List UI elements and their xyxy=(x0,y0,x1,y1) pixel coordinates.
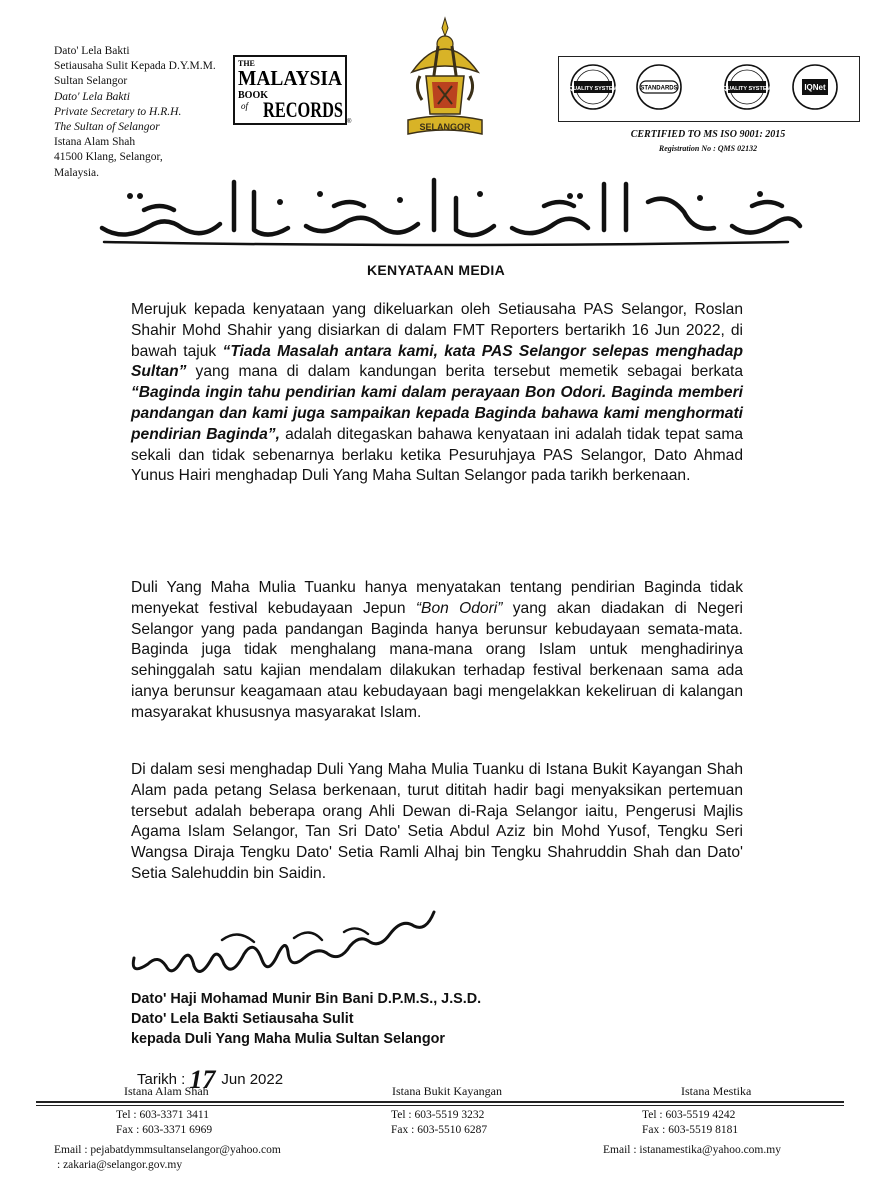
signatory-title: Dato' Lela Bakti Setiausaha Sulit xyxy=(131,1011,354,1027)
date-day-handwritten: 17 xyxy=(189,1065,216,1094)
svg-text:of: of xyxy=(241,101,249,111)
office-fax: Fax : 603-5510 6287 xyxy=(391,1123,488,1136)
malaysia-book-of-records-logo xyxy=(233,55,355,127)
document-title: KENYATAAN MEDIA xyxy=(366,262,506,278)
svg-text:SELANGOR: SELANGOR xyxy=(419,122,471,132)
svg-text:IQNet: IQNet xyxy=(804,83,826,92)
sender-line: 41500 Klang, Selangor, xyxy=(54,151,163,164)
sender-line: The Sultan of Selangor xyxy=(54,121,160,134)
sender-line: Istana Alam Shah xyxy=(54,136,136,149)
paragraph-text: adalah ditegaskan bahawa kenyataan ini adalah tidak tepat sama sekali dan tidak sebenarnya berlaku ketika Pesuruhjaya PAS Selangor, Dato Ahmad Yunus Hairi menghadap Duli Yang Maha Sultan Selangor pada tarikh berkenaan. xyxy=(131,425,744,485)
signatory-title-line-2: kepada Duli Yang Maha Mulia Sultan Selangor xyxy=(131,1031,446,1047)
paragraph-text: yang akan diadakan di Negeri Selangor yang pada pandangan Baginda hanya berunsur kebudayaan semata-mata. Baginda juga tidak menghalang mana-mana orang Islam untuk menghadirinya sehinggalah satu kajian mendalam dilakukan terhadap festival berkenaan sama ada ianya berunsur keagamaan atau kebudayaan bagi mengelakkan kekeliruan di kalangan masyarakat khususnya masyarakat Islam. xyxy=(131,599,743,721)
selangor-crest-emblem xyxy=(398,16,492,156)
svg-text:®: ® xyxy=(347,119,352,125)
svg-text:THE: THE xyxy=(238,59,255,68)
office-contact-alam-shah xyxy=(116,1108,212,1137)
svg-text:QUALITY SYSTEM: QUALITY SYSTEM xyxy=(568,86,618,92)
office-contact-bukit-kayangan xyxy=(391,1108,487,1137)
office-fax: Fax : 603-5519 8181 xyxy=(642,1123,739,1136)
certification-iso: CERTIFIED TO MS ISO 9001: 2015 xyxy=(630,129,786,140)
svg-text:RECORDS: RECORDS xyxy=(263,97,343,122)
certification-text xyxy=(558,128,858,156)
signatory-block xyxy=(131,989,481,1049)
email-mestika: Email : istanamestika@yahoo.com.my xyxy=(603,1144,781,1156)
sender-address xyxy=(54,44,229,181)
festival-name: “Bon Odori” xyxy=(415,599,503,617)
office-name-bukit-kayangan: Istana Bukit Kayangan xyxy=(392,1084,502,1098)
office-tel: Tel : 603-3371 3411 xyxy=(116,1109,209,1121)
office-tel: Tel : 603-5519 3232 xyxy=(391,1109,485,1121)
date-month-year: Jun 2022 xyxy=(221,1071,284,1088)
svg-text:STANDARDS: STANDARDS xyxy=(640,85,678,92)
quoted-statement: “Baginda ingin tahu pendirian kami dalam perayaan Bon Odori. Baginda memberi pandangan dan kami juga sampaikan kepada Baginda bahawa kami menghormati pendirian Baginda”, xyxy=(131,384,743,443)
body-paragraph-2 xyxy=(131,578,743,724)
footer-divider xyxy=(36,1101,844,1106)
jawi-calligraphy-letterhead xyxy=(84,172,808,250)
certification-registration: Registration No : QMS 02132 xyxy=(658,144,758,153)
body-paragraph-3: Di dalam sesi menghadap Duli Yang Maha Mulia Tuanku di Istana Bukit Kayangan Shah Alam pada petang Selasa berkenaan, turut dititah hadir bagi menyaksikan pertemuan tersebut adalah beberapa orang Ahli Dewan di-Raja Selangor iaitu, Pengerusi Majlis Agama Islam Selangor, Tan Sri Dato' Setia Abdul Aziz bin Mohd Yusof, Tengku Seri Wangsa Diraja Tengku Dato' Setia Ramli Alhaj bin Tengku Shahruddin Shah dan Dato' Setia Salehuddin bin Saidin. xyxy=(131,761,743,882)
quoted-headline: “Tiada Masalah antara kami, kata PAS Selangor selepas menghadap Sultan” xyxy=(131,342,744,381)
svg-text:QUALITY SYSTEM: QUALITY SYSTEM xyxy=(722,86,772,92)
office-fax: Fax : 603-3371 6969 xyxy=(116,1123,213,1136)
svg-text:MALAYSIA: MALAYSIA xyxy=(238,66,343,90)
email-alam-shah: Email : pejabatdymmsultanselangor@yahoo.com xyxy=(54,1144,281,1156)
office-tel: Tel : 603-5519 4242 xyxy=(642,1109,736,1121)
body-paragraph-1 xyxy=(131,300,743,487)
paragraph-text: Merujuk kepada kenyataan yang dikeluarkan oleh Setiausaha PAS Selangor, Roslan Shahir Mohd Shahir yang disiarkan di dalam FMT Reporters bertarikh 16 Jun 2022, di bawah tajuk xyxy=(131,301,743,360)
svg-text:BOOK: BOOK xyxy=(238,90,269,101)
sender-line: Malaysia. xyxy=(54,166,100,179)
sender-line: Dato' Lela Bakti xyxy=(54,45,130,57)
signatory-name: Dato' Haji Mohamad Munir Bin Bani D.P.M.S., J.S.D. xyxy=(131,991,482,1007)
paragraph-text: Duli Yang Maha Mulia Tuanku hanya menyatakan tentang pendirian Baginda tidak menyekat festival kebudayaan Jepun xyxy=(131,579,743,617)
sender-line: Setiausaha Sulit Kepada D.Y.M.M. xyxy=(54,60,216,73)
sender-line: Private Secretary to H.R.H. xyxy=(54,105,182,118)
office-contact-mestika xyxy=(642,1108,738,1137)
handwritten-signature xyxy=(128,898,448,990)
sender-line: Sultan Selangor xyxy=(54,75,128,88)
paragraph-text: yang mana di dalam kandungan berita tersebut memetik sebagai berkata xyxy=(186,363,743,381)
office-name-mestika: Istana Mestika xyxy=(681,1084,752,1098)
sender-line: Dato' Lela Bakti xyxy=(54,90,130,103)
quality-certification-logos xyxy=(558,56,860,122)
office-name-alam-shah: Istana Alam Shah xyxy=(124,1084,209,1098)
email-alam-shah-secondary: : zakaria@selangor.gov.my xyxy=(57,1159,183,1171)
date-label: Tarikh : xyxy=(137,1071,186,1088)
